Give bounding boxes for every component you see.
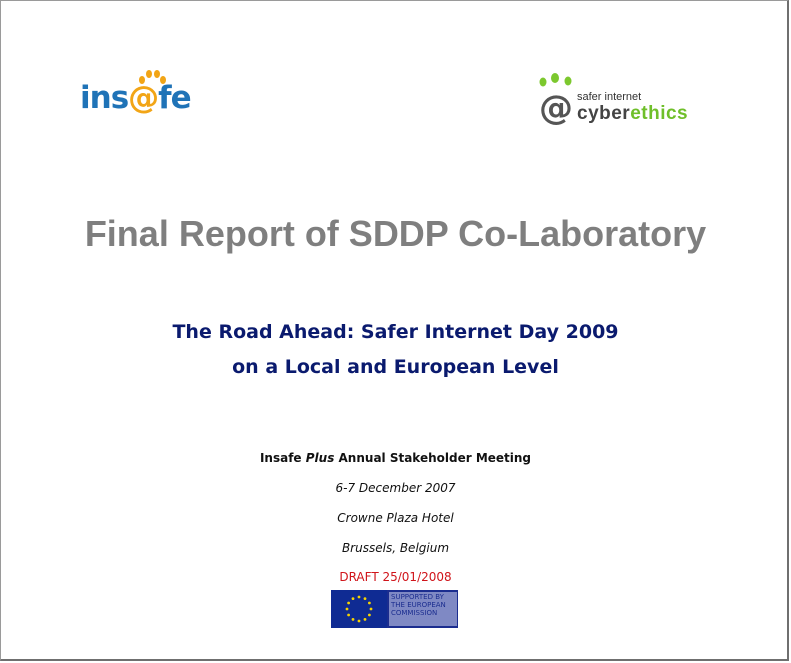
- meeting-name: Insafe Plus Annual Stakeholder Meeting: [259, 451, 532, 465]
- subtitle-line-1: The Road Ahead: Safer Internet Day 2009: [172, 321, 619, 343]
- cyber-subtitle: safer internet: [577, 91, 642, 103]
- cyber-wordmark: cyberethics: [577, 103, 689, 124]
- insafe-logo: [80, 68, 200, 118]
- meeting-city: Brussels, Belgium: [341, 541, 450, 555]
- meeting-date: 6-7 December 2007: [335, 481, 456, 495]
- eu-support-badge: [331, 590, 458, 628]
- eu-badge-text: SUPPORTED BY THE EUROPEAN COMMISSION: [389, 592, 457, 626]
- at-paw-icon: [538, 73, 578, 127]
- meeting-venue: Crowne Plaza Hotel: [337, 511, 454, 525]
- draft-stamp: DRAFT 25/01/2008: [339, 570, 452, 584]
- svg-text:@: @: [539, 88, 573, 127]
- subtitle-line-2: on a Local and European Level: [232, 356, 559, 378]
- cyberethics-logo: [538, 73, 708, 127]
- eu-flag-icon: [331, 590, 387, 628]
- insafe-wordmark: ins@fe: [80, 80, 191, 116]
- page-title: Final Report of SDDP Co-Laboratory: [84, 213, 707, 254]
